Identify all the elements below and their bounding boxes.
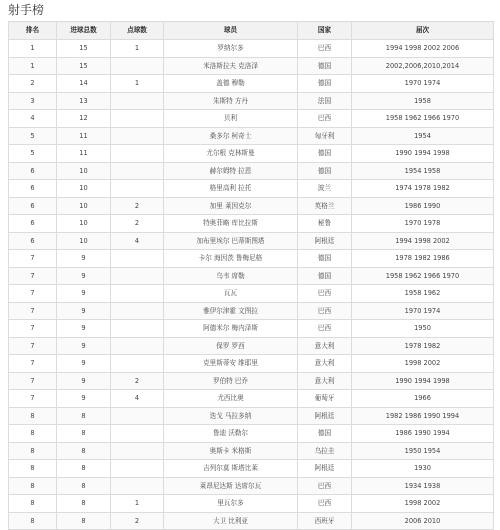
table-row <box>9 197 494 215</box>
cell-player: 瓦瓦 <box>164 285 298 303</box>
cell-editions: 1958 <box>352 92 494 110</box>
cell-editions: 1958 1962 <box>352 285 494 303</box>
cell-country: 德国 <box>298 145 352 163</box>
cell-editions: 1994 1998 2002 2006 <box>352 40 494 58</box>
cell-total-goals: 10 <box>57 215 111 233</box>
cell-player: 保罗 罗西 <box>164 337 298 355</box>
cell-total-goals: 14 <box>57 75 111 93</box>
cell-total-goals: 8 <box>57 407 111 425</box>
cell-editions: 1934 1938 <box>352 477 494 495</box>
cell-penalties <box>111 285 164 303</box>
cell-penalties: 1 <box>111 75 164 93</box>
cell-penalties <box>111 460 164 478</box>
cell-penalties <box>111 110 164 128</box>
cell-rank: 8 <box>9 442 57 460</box>
cell-rank: 1 <box>9 57 57 75</box>
cell-editions: 1998 2002 <box>352 355 494 373</box>
cell-rank: 8 <box>9 477 57 495</box>
cell-editions: 2006 2010 <box>352 512 494 530</box>
table-row <box>9 320 494 338</box>
cell-rank: 8 <box>9 495 57 513</box>
cell-editions: 1950 1954 <box>352 442 494 460</box>
cell-total-goals: 8 <box>57 512 111 530</box>
cell-total-goals: 8 <box>57 477 111 495</box>
cell-rank: 7 <box>9 302 57 320</box>
table-row <box>9 232 494 250</box>
cell-total-goals: 9 <box>57 372 111 390</box>
cell-rank: 8 <box>9 512 57 530</box>
cell-player: 莱昂尼达斯 达席尔瓦 <box>164 477 298 495</box>
cell-country: 西班牙 <box>298 512 352 530</box>
header-penalties: 点球数 <box>111 22 164 40</box>
cell-total-goals: 10 <box>57 180 111 198</box>
cell-penalties <box>111 425 164 443</box>
cell-total-goals: 9 <box>57 267 111 285</box>
cell-penalties: 4 <box>111 390 164 408</box>
table-row <box>9 145 494 163</box>
cell-total-goals: 13 <box>57 92 111 110</box>
cell-rank: 7 <box>9 355 57 373</box>
cell-player: 尤尔根 克林斯曼 <box>164 145 298 163</box>
table-row <box>9 460 494 478</box>
cell-total-goals: 12 <box>57 110 111 128</box>
table-row <box>9 92 494 110</box>
cell-country: 德国 <box>298 267 352 285</box>
cell-rank: 6 <box>9 180 57 198</box>
cell-player: 克里斯蒂安 维耶里 <box>164 355 298 373</box>
cell-penalties <box>111 477 164 495</box>
cell-rank: 8 <box>9 425 57 443</box>
cell-rank: 8 <box>9 460 57 478</box>
cell-rank: 4 <box>9 110 57 128</box>
cell-player: 罗纳尔多 <box>164 40 298 58</box>
cell-total-goals: 11 <box>57 145 111 163</box>
cell-country: 德国 <box>298 425 352 443</box>
cell-player: 盖德 穆勒 <box>164 75 298 93</box>
cell-editions: 1978 1982 1986 <box>352 250 494 268</box>
cell-penalties <box>111 442 164 460</box>
cell-total-goals: 9 <box>57 302 111 320</box>
cell-rank: 5 <box>9 145 57 163</box>
cell-player: 赫尔姆特 拉恩 <box>164 162 298 180</box>
cell-editions: 1990 1994 1998 <box>352 145 494 163</box>
cell-player: 加里 莱因克尔 <box>164 197 298 215</box>
cell-rank: 3 <box>9 92 57 110</box>
table-row <box>9 407 494 425</box>
cell-country: 德国 <box>298 250 352 268</box>
cell-country: 意大利 <box>298 355 352 373</box>
cell-penalties <box>111 250 164 268</box>
cell-country: 阿根廷 <box>298 460 352 478</box>
cell-player: 迭戈 马拉多纳 <box>164 407 298 425</box>
cell-country: 阿根廷 <box>298 232 352 250</box>
cell-total-goals: 8 <box>57 495 111 513</box>
cell-player: 鲁迪 沃勒尔 <box>164 425 298 443</box>
cell-rank: 6 <box>9 162 57 180</box>
cell-penalties: 1 <box>111 495 164 513</box>
cell-penalties: 2 <box>111 197 164 215</box>
table-row <box>9 285 494 303</box>
table-row <box>9 110 494 128</box>
cell-penalties <box>111 407 164 425</box>
cell-total-goals: 8 <box>57 460 111 478</box>
cell-rank: 7 <box>9 320 57 338</box>
cell-country: 巴西 <box>298 285 352 303</box>
cell-country: 葡萄牙 <box>298 390 352 408</box>
cell-penalties <box>111 320 164 338</box>
cell-rank: 6 <box>9 215 57 233</box>
cell-total-goals: 8 <box>57 425 111 443</box>
cell-penalties <box>111 355 164 373</box>
table-row <box>9 127 494 145</box>
cell-country: 巴西 <box>298 110 352 128</box>
cell-total-goals: 15 <box>57 40 111 58</box>
table-row <box>9 390 494 408</box>
cell-penalties: 2 <box>111 372 164 390</box>
cell-penalties <box>111 162 164 180</box>
cell-penalties <box>111 337 164 355</box>
cell-rank: 7 <box>9 285 57 303</box>
cell-editions: 1998 2002 <box>352 495 494 513</box>
cell-country: 意大利 <box>298 372 352 390</box>
table-row <box>9 337 494 355</box>
cell-player: 阿德米尔 梅内泽斯 <box>164 320 298 338</box>
cell-country: 阿根廷 <box>298 407 352 425</box>
cell-country: 德国 <box>298 57 352 75</box>
cell-player: 加布里埃尔 巴蒂斯图塔 <box>164 232 298 250</box>
cell-rank: 1 <box>9 40 57 58</box>
table-row <box>9 250 494 268</box>
header-editions: 届次 <box>352 22 494 40</box>
cell-total-goals: 15 <box>57 57 111 75</box>
cell-rank: 7 <box>9 250 57 268</box>
cell-penalties <box>111 57 164 75</box>
table-row <box>9 40 494 58</box>
cell-editions: 1954 <box>352 127 494 145</box>
table-row <box>9 512 494 530</box>
cell-editions: 1958 1962 1966 1970 <box>352 110 494 128</box>
cell-country: 匈牙利 <box>298 127 352 145</box>
cell-country: 秘鲁 <box>298 215 352 233</box>
cell-total-goals: 9 <box>57 355 111 373</box>
cell-country: 意大利 <box>298 337 352 355</box>
cell-editions: 2002,2006,2010,2014 <box>352 57 494 75</box>
cell-total-goals: 9 <box>57 320 111 338</box>
table-row <box>9 162 494 180</box>
cell-penalties: 4 <box>111 232 164 250</box>
cell-editions: 1970 1978 <box>352 215 494 233</box>
cell-country: 英格兰 <box>298 197 352 215</box>
cell-rank: 7 <box>9 337 57 355</box>
cell-editions: 1982 1986 1990 1994 <box>352 407 494 425</box>
cell-editions: 1954 1958 <box>352 162 494 180</box>
cell-editions: 1986 1990 1994 <box>352 425 494 443</box>
cell-penalties <box>111 267 164 285</box>
cell-country: 乌拉圭 <box>298 442 352 460</box>
table-row <box>9 180 494 198</box>
cell-total-goals: 9 <box>57 285 111 303</box>
cell-country: 德国 <box>298 162 352 180</box>
cell-total-goals: 9 <box>57 250 111 268</box>
cell-player: 雅伊尔津霍 文图拉 <box>164 302 298 320</box>
table-header-row <box>9 22 494 40</box>
table-row <box>9 425 494 443</box>
cell-editions: 1970 1974 <box>352 302 494 320</box>
table-row <box>9 495 494 513</box>
cell-player: 特奥菲略 库比拉斯 <box>164 215 298 233</box>
cell-penalties: 2 <box>111 215 164 233</box>
cell-rank: 2 <box>9 75 57 93</box>
cell-player: 里瓦尔多 <box>164 495 298 513</box>
cell-editions: 1986 1990 <box>352 197 494 215</box>
cell-country: 巴西 <box>298 302 352 320</box>
cell-country: 巴西 <box>298 320 352 338</box>
table-row <box>9 442 494 460</box>
cell-total-goals: 10 <box>57 232 111 250</box>
cell-player: 罗伯特 巴乔 <box>164 372 298 390</box>
cell-editions: 1966 <box>352 390 494 408</box>
cell-country: 法国 <box>298 92 352 110</box>
cell-player: 桑多尔 柯奇士 <box>164 127 298 145</box>
cell-country: 德国 <box>298 75 352 93</box>
table-row <box>9 75 494 93</box>
cell-player: 米洛斯拉夫 克洛泽 <box>164 57 298 75</box>
cell-editions: 1990 1994 1998 <box>352 372 494 390</box>
table-row <box>9 302 494 320</box>
table-row <box>9 477 494 495</box>
cell-editions: 1978 1982 <box>352 337 494 355</box>
page-title: 射手榜 <box>8 3 45 17</box>
cell-penalties: 2 <box>111 512 164 530</box>
cell-penalties <box>111 302 164 320</box>
table-row <box>9 57 494 75</box>
cell-player: 奥斯卡 米格斯 <box>164 442 298 460</box>
cell-player: 吉列尔莫 斯塔比莱 <box>164 460 298 478</box>
cell-penalties <box>111 92 164 110</box>
cell-editions: 1930 <box>352 460 494 478</box>
cell-penalties <box>111 180 164 198</box>
cell-total-goals: 10 <box>57 162 111 180</box>
cell-editions: 1974 1978 1982 <box>352 180 494 198</box>
header-total-goals: 进球总数 <box>57 22 111 40</box>
cell-editions: 1950 <box>352 320 494 338</box>
cell-player: 乌韦 席勒 <box>164 267 298 285</box>
header-rank: 排名 <box>9 22 57 40</box>
table-row <box>9 267 494 285</box>
cell-total-goals: 8 <box>57 442 111 460</box>
cell-rank: 7 <box>9 372 57 390</box>
cell-rank: 6 <box>9 232 57 250</box>
cell-penalties <box>111 145 164 163</box>
cell-editions: 1994 1998 2002 <box>352 232 494 250</box>
cell-editions: 1958 1962 1966 1970 <box>352 267 494 285</box>
cell-rank: 8 <box>9 407 57 425</box>
cell-country: 巴西 <box>298 40 352 58</box>
cell-player: 尤西比奥 <box>164 390 298 408</box>
header-player: 球员 <box>164 22 298 40</box>
cell-player: 大卫 比利亚 <box>164 512 298 530</box>
cell-rank: 6 <box>9 197 57 215</box>
table-body <box>9 40 494 530</box>
table-row <box>9 355 494 373</box>
cell-editions: 1970 1974 <box>352 75 494 93</box>
cell-total-goals: 10 <box>57 197 111 215</box>
header-country: 国家 <box>298 22 352 40</box>
cell-rank: 7 <box>9 390 57 408</box>
cell-player: 卡尔 海因茨 鲁梅尼格 <box>164 250 298 268</box>
table-row <box>9 215 494 233</box>
cell-total-goals: 9 <box>57 390 111 408</box>
cell-country: 波兰 <box>298 180 352 198</box>
cell-penalties: 1 <box>111 40 164 58</box>
cell-total-goals: 11 <box>57 127 111 145</box>
table-row <box>9 372 494 390</box>
cell-rank: 7 <box>9 267 57 285</box>
cell-country: 巴西 <box>298 495 352 513</box>
cell-player: 格里高利 拉托 <box>164 180 298 198</box>
top-scorers-table <box>8 21 494 530</box>
cell-player: 贝利 <box>164 110 298 128</box>
cell-player: 朱斯特 方丹 <box>164 92 298 110</box>
cell-rank: 5 <box>9 127 57 145</box>
cell-total-goals: 9 <box>57 337 111 355</box>
cell-country: 巴西 <box>298 477 352 495</box>
cell-penalties <box>111 127 164 145</box>
